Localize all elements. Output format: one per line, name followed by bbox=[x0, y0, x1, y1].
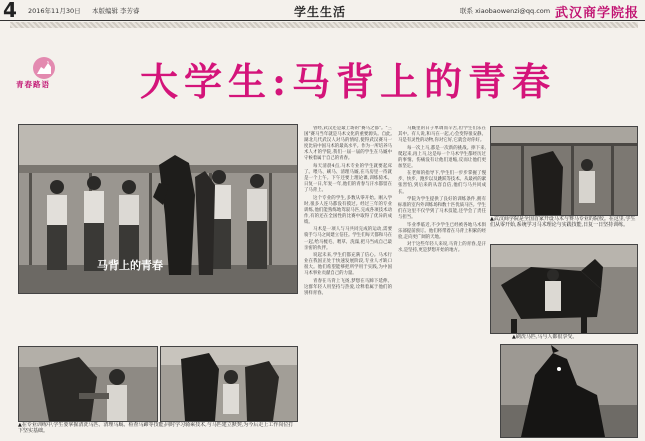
paragraph: 马厩里的日子单调而辛苦,但学生们乐在其中。有人说,和马在一起,心会变得很安静。马是有灵性的动物,你对它好,它就会对你好。 bbox=[398, 126, 486, 144]
photo-overlay-title: 马背上的青春 bbox=[97, 259, 163, 272]
page-number: 4 bbox=[3, 0, 17, 22]
decorative-band bbox=[10, 22, 638, 28]
issue-date: 2016年11月30日 bbox=[28, 7, 81, 15]
caption-right-mid: ▲刷洗马匹,马与人都很享受。 bbox=[512, 334, 578, 340]
paragraph: 每一次上马,都是一次新的挑战。摔下来,爬起来,再上马,这是每一个马术学生都经历过的事情。伤痛没有让他们退缩,反而让他们更加坚定。 bbox=[398, 145, 486, 169]
caption-right-top: ▲武汉商学院是全国首家开设马术与赛马专业的院校。在这里,学生们从零开始,系统学习马术理论与实践技能,日复一日坚持训练。 bbox=[490, 216, 636, 229]
paper-name: 武汉商学院报 bbox=[554, 6, 639, 21]
section-title: 学生生活 bbox=[294, 5, 347, 19]
paragraph: 对于这些年轻人来说,马背上的青春,是汗水,是坚持,更是梦想开始的地方。 bbox=[398, 242, 486, 254]
paragraph: 说起未来,学生们都充满了信心。马术行业在我国正处于快速发展阶段,专业人才缺口很大。他们希望能够把所学用于实践,为中国马术事业贡献自己的力量。 bbox=[304, 253, 392, 277]
paragraph: 曾经,武汉还是最上场的"赛马之都"。"三国"赛马当年就是马术文化的重要源头。自此,湖北几代武汉人对马的情结,使得武汉赛马一度比肩中国马术的最高水平。作为一所培养马术人才的学院,我们一届一届的学生在马厩中守候着属于自己的青春。 bbox=[304, 126, 392, 162]
editor-label: 本版编辑 bbox=[92, 7, 118, 15]
paragraph: 这个专业的学生,多数从零开始。刚入学时,很多人连马都没有摸过。经过三年的专业训练,他们能熟练地驾驭马匹,完成各项技术动作,有的还在全国性的比赛中取得了优异的成绩。 bbox=[304, 195, 392, 225]
contact-email: 联系 xiaobaowenzi@qq.com bbox=[460, 7, 551, 15]
caption-bottom-left: ▲在专业训练中,学生要掌握清洗马匹、清理马厩、检查马蹄等技能;同时学习骑乘技术,与马匹建立默契,为今后走上工作岗位打下坚实基础。 bbox=[18, 422, 294, 435]
article-column-2 bbox=[398, 126, 486, 436]
paragraph: 学院为学生提供了良好的训练条件,拥有标准的室内外训练场和数十匹优质马匹。学生们在这里不仅学到了马术技能,还学会了责任与担当。 bbox=[398, 196, 486, 221]
paragraph: 马术是一项人与马共同完成的运动,需要骑手与马之间建立信任。学生们每天都和马在一起,给马梳毛、喂草、洗澡,把马当成自己最亲密的伙伴。 bbox=[304, 227, 392, 251]
article-column-1 bbox=[304, 126, 392, 436]
paragraph: 每天清晨4点,马术专业的学生就要起床了。喂马、刷马、清理马厩,在马房里一待就是一个上午。下午还要上理论课,训练骑术。日复一日,年复一年,他们的青春与汗水都留在了马背上。 bbox=[304, 163, 392, 194]
horse-portrait-photo bbox=[500, 344, 638, 438]
training-photo-left bbox=[18, 346, 158, 422]
column-logo-text: 青春路语 bbox=[16, 80, 50, 89]
editor-name: 李芳睿 bbox=[120, 7, 140, 15]
horse-head-icon bbox=[33, 57, 55, 79]
stable-photo bbox=[490, 126, 638, 216]
column-logo bbox=[16, 57, 66, 99]
training-photo-right bbox=[160, 346, 298, 422]
paragraph: 青春在马背上飞扬,梦想在马蹄下延伸。这群年轻人用坚持与热爱,诠释着属于他们的别样青春。 bbox=[304, 278, 392, 296]
grooming-photo bbox=[490, 244, 638, 334]
paragraph: 毕业季临近,不少学生已经被各地马术俱乐部提前预订。他们将带着在马背上积累的经验,走向更广阔的天地。 bbox=[398, 222, 486, 240]
main-group-photo bbox=[18, 124, 298, 294]
article-headline: 大学生:马背上的青春 bbox=[140, 59, 557, 104]
page-header bbox=[0, 0, 645, 21]
paragraph: 在老师的指导下,学生们一步步掌握了慢步、快步、跑步以及跳跃等技术。从最初的紧张害怕,到后来的从容自信,他们与马共同成长。 bbox=[398, 171, 486, 195]
